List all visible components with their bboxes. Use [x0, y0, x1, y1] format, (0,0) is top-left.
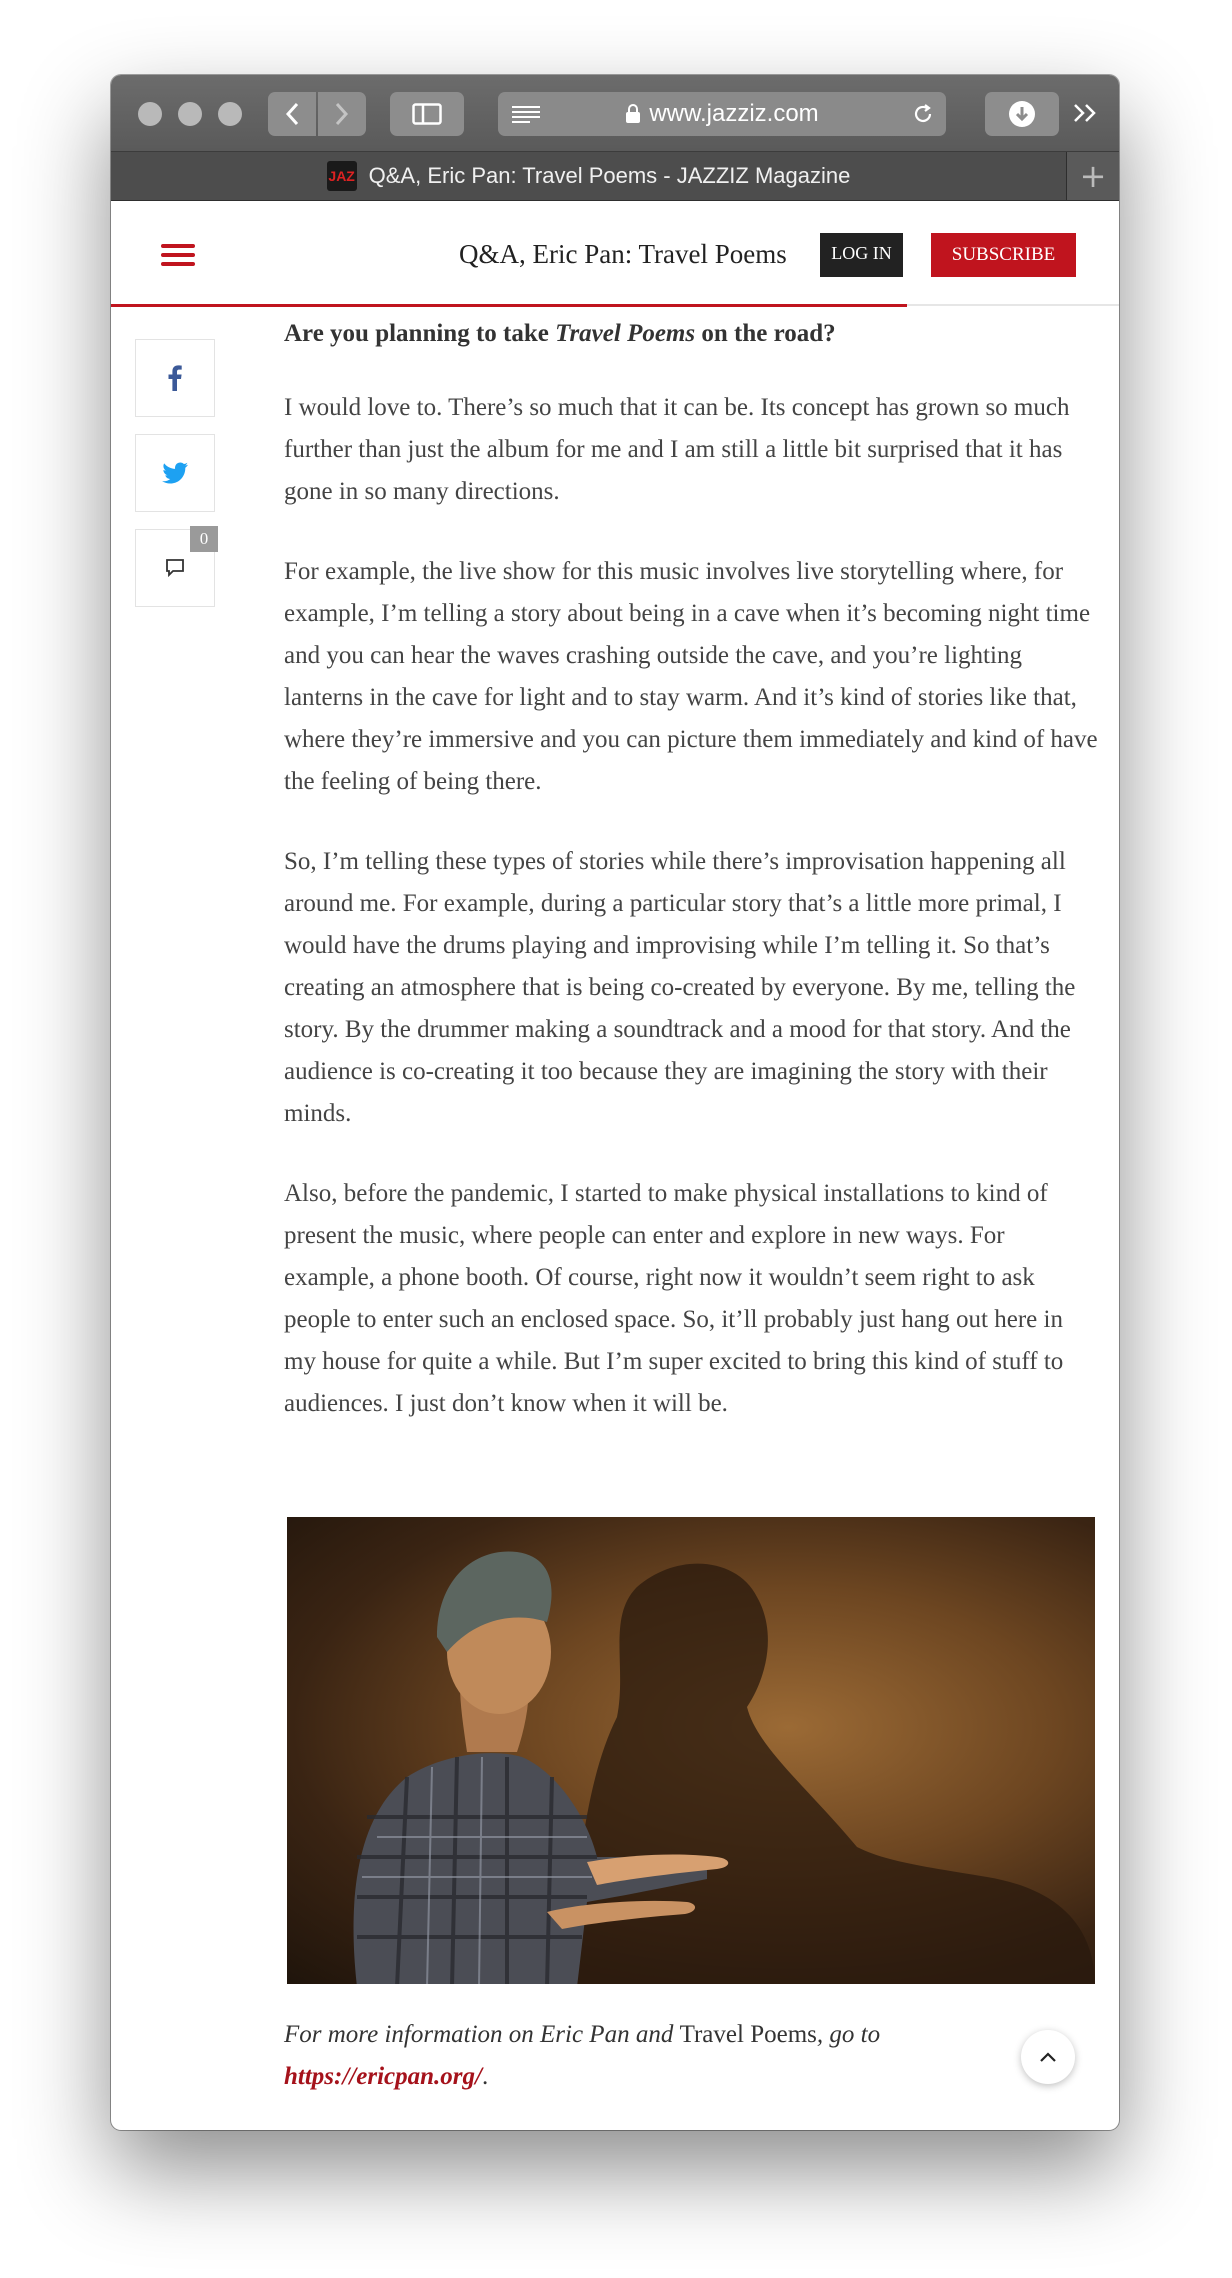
paragraph-2: For example, the live show for this music involves live storytelling where, for example, I’m telling a story about being in a cave when it’s becoming night time and you can hear the waves crashing outside the cave, and you’re lighting lanterns in the cave for light and to stay warm. And it’s kind of stories like that, where they’re immersive and you can picture them immediately and kind of have the feeling of being there. [284, 558, 1098, 795]
album-title: Travel Poems [555, 320, 696, 347]
site-header [111, 201, 1119, 305]
ericpan-link[interactable]: https://ericpan.org/ [284, 2063, 482, 2090]
caption-album-title: Travel Poems [679, 2021, 817, 2048]
article-body [284, 313, 1099, 1463]
twitter-icon [162, 462, 188, 484]
back-arrow-icon [285, 102, 299, 126]
menu-icon[interactable] [161, 244, 195, 266]
article-photo [287, 1517, 1095, 1984]
reader-icon [512, 105, 540, 123]
reading-progress-bar [111, 304, 1119, 306]
minimize-window-button[interactable] [178, 102, 202, 126]
interview-question: Are you planning to take Travel Poems on the road? [284, 320, 836, 347]
jazziz-favicon: JAZ [327, 161, 357, 191]
subscribe-button[interactable]: SUBSCRIBE [931, 233, 1076, 277]
forward-arrow-icon [335, 102, 349, 126]
facebook-icon [168, 365, 182, 391]
address-bar[interactable] [498, 92, 946, 136]
tab-bar [111, 152, 1119, 201]
scroll-to-top-button[interactable] [1021, 2030, 1075, 2084]
paragraph-1: I would love to. There’s so much that it can be. Its concept has grown so much further than just the album for me and I am still a little bit surprised that it has gone in so many directions. [284, 394, 1070, 505]
browser-window [111, 75, 1119, 2130]
paragraph-4: Also, before the pandemic, I started to make physical installations to kind of present the music, where people can enter and explore in new ways. For example, a phone booth. Of course, right now it wouldn’t seem right to ask people to enter such an enclosed space. So, it’ll probably just hang out here in my house for quite a while. But I’m super excited to bring this kind of stuff to audiences. I just don’t know when it will be. [284, 1180, 1064, 1417]
reading-progress-fill [111, 304, 907, 307]
url-text: www.jazziz.com [649, 100, 819, 127]
article-caption: For more information on Eric Pan and Travel Poems, go to https://ericpan.org/. [284, 2021, 881, 2090]
download-icon [1008, 100, 1036, 128]
comment-icon [165, 558, 185, 578]
tab-title: Q&A, Eric Pan: Travel Poems - JAZZIZ Magazine [368, 163, 851, 188]
header-title: Q&A, Eric Pan: Travel Poems [459, 239, 787, 269]
zoom-window-button[interactable] [218, 102, 242, 126]
login-button[interactable]: LOG IN [820, 233, 903, 277]
reload-icon[interactable] [912, 103, 934, 125]
forward-button[interactable] [318, 92, 366, 136]
close-window-button[interactable] [138, 102, 162, 126]
lock-icon [625, 104, 641, 124]
new-tab-plus-icon[interactable]: + [1066, 152, 1119, 200]
sidebar-icon [412, 103, 442, 125]
active-tab[interactable] [111, 152, 1066, 200]
back-button[interactable] [268, 92, 316, 136]
comment-count-badge: 0 [190, 526, 218, 552]
sidebar-button[interactable] [390, 92, 464, 136]
downloads-button[interactable] [985, 92, 1059, 136]
twitter-share-button[interactable] [135, 434, 215, 512]
paragraph-3: So, I’m telling these types of stories while there’s improvisation happening all around me. For example, during a particular story that’s a little more primal, I would have the drums playing and improvising while I’m telling it. So that’s creating an atmosphere that is being co-created by everyone. By me, telling the story. By the drummer making a soundtrack and a mood for that story. And the audience is co-creating it too because they are imagining the story with their minds. [284, 848, 1076, 1127]
browser-toolbar [111, 75, 1119, 152]
comments-button[interactable] [135, 529, 215, 607]
chevron-up-icon [1039, 2051, 1057, 2063]
more-chevrons-icon[interactable] [1073, 102, 1099, 129]
facebook-share-button[interactable] [135, 339, 215, 417]
